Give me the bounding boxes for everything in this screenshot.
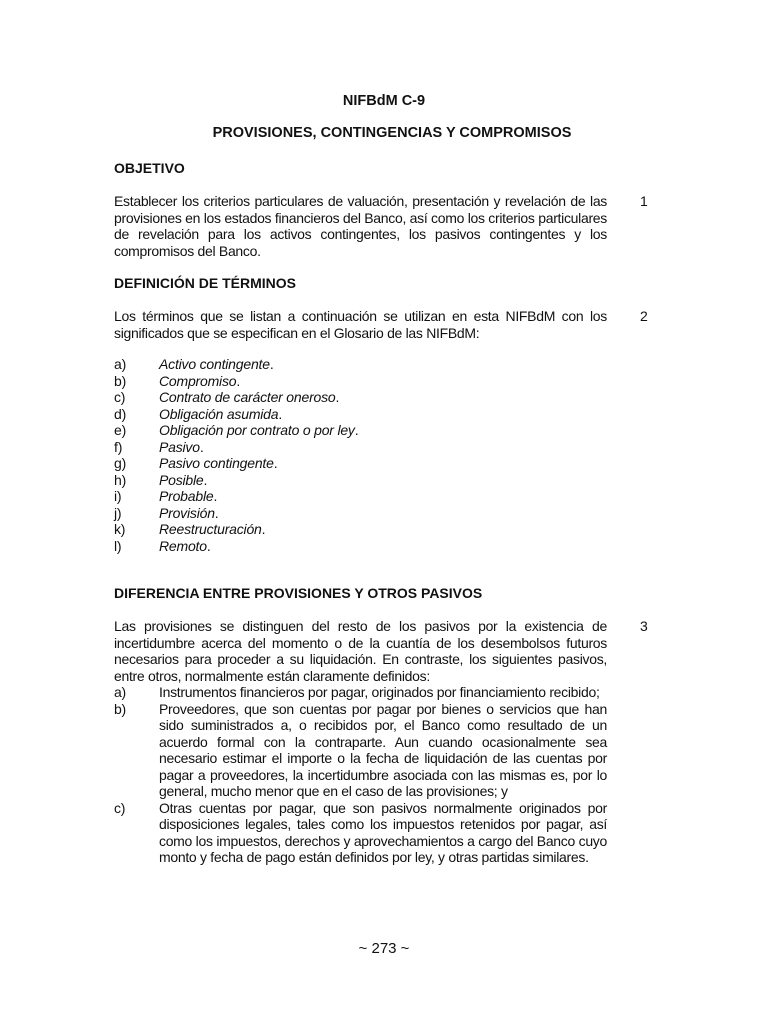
- list-marker: g): [114, 455, 127, 471]
- document-title: PROVISIONES, CONTINGENCIAS Y COMPROMISOS: [212, 125, 572, 141]
- list-marker: h): [114, 471, 127, 488]
- document-code: NIFBdM C-9: [342, 93, 426, 109]
- term-suffix: .: [278, 405, 283, 422]
- term-suffix: .: [236, 372, 241, 389]
- term-text: Posible: [159, 471, 204, 488]
- term-suffix: .: [354, 422, 359, 438]
- section-heading-diferencia: DIFERENCIA ENTRE PROVISIONES Y OTROS PASIVOS: [114, 585, 483, 601]
- list-item-text: Otras cuentas por pagar, que son pasivos normalmente originados por disposiciones legales, tales como los impuestos retenidos por pagar, así como los impuestos, derechos y aprovechamientos a cargo del Banco cuyo monto y fecha de pago están definidos por ley, y otras partidas similares.: [159, 799, 607, 865]
- paragraph-number-1: 1: [640, 193, 648, 209]
- term-suffix: .: [273, 455, 278, 471]
- list-item: [114, 505, 358, 522]
- paragraph-diferencia: Las provisiones se distinguen del resto de los pasivos por la existencia de incertidumbre acerca del momento o de la cuantía de los desembolsos futuros necesarios para proceder a su liquidación. En contraste, los siguientes pasivos, entre otros, normalmente están claramente definidos:: [114, 618, 607, 684]
- term-suffix: .: [261, 521, 266, 537]
- term-suffix: .: [335, 389, 340, 405]
- term-text: Obligación asumida: [159, 405, 279, 422]
- list-marker: f): [114, 438, 123, 455]
- paragraph-definicion: Los términos que se listan a continuación se utilizan en esta NIFBdM con los significados que se especifican en el Glosario de las NIFBdM:: [114, 308, 607, 341]
- term-text: Reestructuración: [159, 521, 262, 537]
- term-text: Obligación por contrato o por ley: [159, 422, 355, 438]
- terms-list: [114, 356, 358, 554]
- list-marker: i): [114, 488, 122, 504]
- list-item: [114, 389, 358, 406]
- list-item-text: Proveedores, que son cuentas por pagar por bienes o servicios que han sido suministrados a, o recibidos por, el Banco como resultado de un acuerdo formal con la contraparte. Aun cuando ocasionalmente sea necesario estimar el importe o la fecha de liquidación de las cuentas por pagar a proveedores, la incertidumbre asociada con las mismas es, por lo general, mucho menor que en el caso de las provisiones; y: [159, 700, 607, 799]
- list-marker: k): [114, 521, 126, 537]
- page-number: ~ 273 ~: [358, 940, 410, 957]
- list-item: [114, 472, 358, 489]
- list-marker: j): [114, 504, 122, 521]
- term-suffix: .: [203, 471, 208, 488]
- term-text: Remoto: [159, 537, 207, 554]
- section-heading-objetivo: OBJETIVO: [114, 160, 185, 176]
- paragraph-number-3: 3: [640, 618, 648, 634]
- term-suffix: .: [206, 537, 211, 554]
- list-item: [114, 538, 358, 555]
- list-item: [114, 439, 358, 456]
- section-heading-definicion: DEFINICIÓN DE TÉRMINOS: [114, 275, 297, 291]
- list-item-text: Instrumentos financieros por pagar, originados por financiamiento recibido;: [159, 684, 600, 700]
- list-marker: l): [114, 537, 122, 554]
- list-item: [114, 684, 607, 701]
- list-item: [114, 800, 607, 866]
- list-item: [114, 488, 358, 505]
- term-text: Compromiso: [159, 372, 237, 389]
- list-item: [114, 455, 358, 472]
- term-suffix: .: [214, 504, 219, 521]
- list-marker: b): [114, 700, 126, 717]
- list-item: [114, 422, 358, 439]
- list-marker: a): [114, 356, 127, 372]
- list-item: [114, 521, 358, 538]
- term-suffix: .: [199, 438, 204, 455]
- liabilities-list: [114, 684, 607, 866]
- paragraph-number-2: 2: [640, 308, 648, 324]
- term-suffix: .: [213, 488, 218, 504]
- term-text: Activo contingente: [159, 356, 270, 372]
- list-item: [114, 406, 358, 423]
- list-marker: c): [114, 389, 126, 405]
- list-marker: a): [114, 684, 126, 700]
- term-text: Probable: [159, 488, 214, 504]
- list-marker: b): [114, 372, 127, 389]
- term-text: Pasivo: [159, 438, 200, 455]
- list-item: [114, 356, 358, 373]
- term-suffix: .: [269, 356, 274, 372]
- list-marker: c): [114, 799, 126, 816]
- term-text: Pasivo contingente: [159, 455, 274, 471]
- list-marker: d): [114, 405, 127, 422]
- list-marker: e): [114, 422, 127, 438]
- term-text: Contrato de carácter oneroso: [159, 389, 336, 405]
- paragraph-objetivo: Establecer los criterios particulares de valuación, presentación y revelación de las provisiones en los estados financieros del Banco, así como los criterios particulares de revelación para los activos contingentes, los pasivos contingentes y los compromisos del Banco.: [114, 193, 607, 259]
- list-item: [114, 701, 607, 800]
- term-text: Provisión: [159, 504, 215, 521]
- list-item: [114, 373, 358, 390]
